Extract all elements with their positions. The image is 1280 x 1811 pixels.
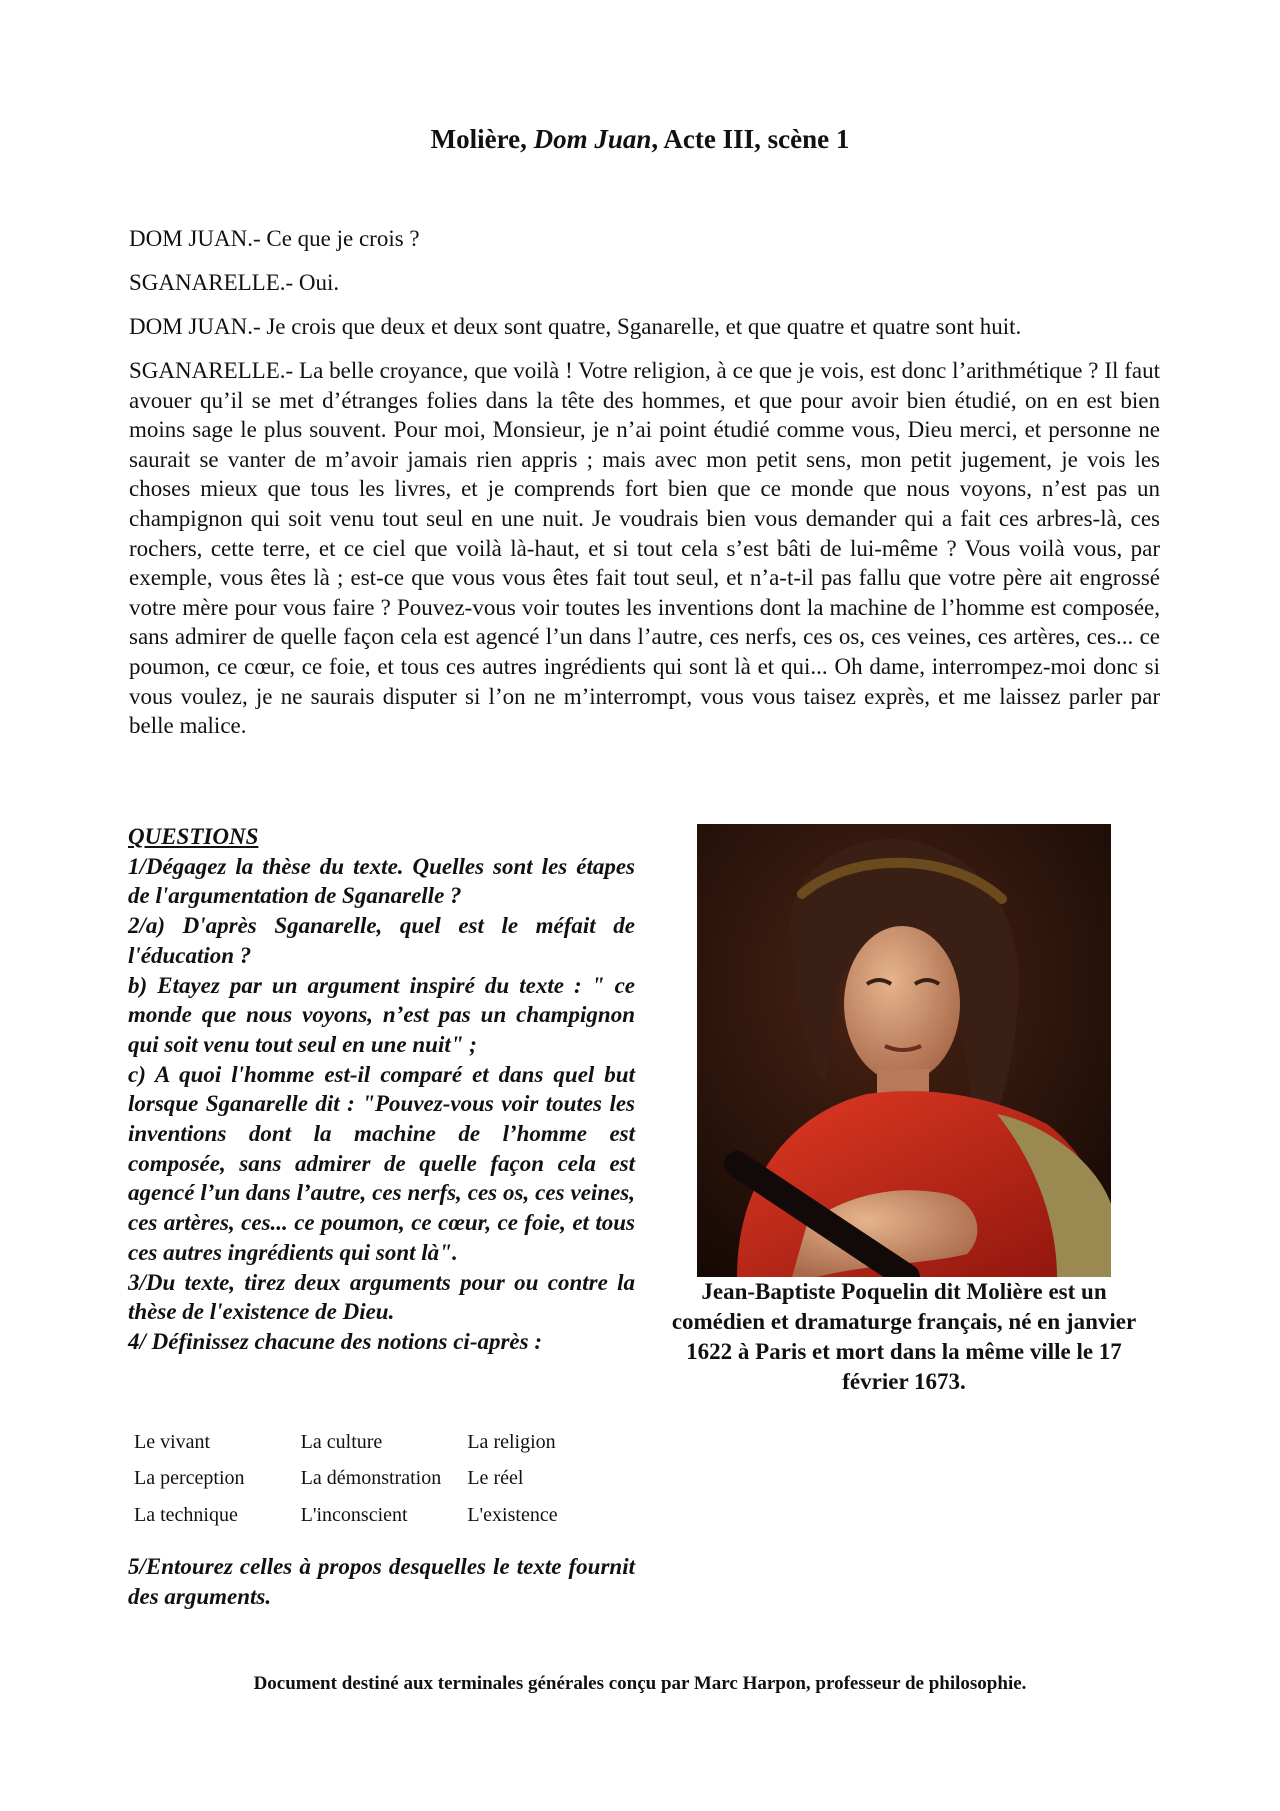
moliere-portrait	[697, 824, 1111, 1277]
question-item: 4/ Définissez chacune des notions ci-après :	[128, 1328, 542, 1354]
notion-cell: La culture	[300, 1430, 383, 1453]
notions-table	[134, 1424, 634, 1534]
question-item: 3/Du texte, tirez deux arguments pour ou contre la thèse de l'existence de Dieu.	[128, 1269, 635, 1325]
questions-section	[128, 822, 635, 1357]
notion-cell: L'existence	[467, 1503, 558, 1526]
portrait-image	[697, 824, 1111, 1277]
dialogue-line: SGANARELLE.- La belle croyance, que voilà ! Votre religion, à ce que je vois, est donc l’arithmétique ? Il faut avouer qu’il se met d’étranges folies dans la tête des hommes, et que pour avoir bien étudié, on en est bien moins sage le plus souvent. Pour moi, Monsieur, je n’ai point étudié comme vous, Dieu merci, et personne ne saurait se vanter de m’avoir jamais rien appris ; mais avec mon petit sens, mon petit jugement, je vois les choses mieux que tous les livres, et je comprends fort bien que ce monde que nous voyons, n’est pas un champignon qui soit venu tout seul en une nuit. Je voudrais bien vous demander qui a fait ces arbres-là, ces rochers, cette terre, et ce ciel que voilà là-haut, et si tout cela s’est bâti de lui-même ? Vous voilà vous, par exemple, vous êtes là ; est-ce que vous vous êtes fait tout seul, et n’a-t-il pas fallu que votre père ait engrossé votre mère pour vous faire ? Pouvez-vous voir toutes les inventions dont la machine de l’homme est composée, sans admirer de quelle façon cela est agencé l’un dans l’autre, ces nerfs, ces os, ces veines, ces artères, ces... ce poumon, ce cœur, ce foie, et tous ces autres ingrédients qui sont là et qui... Oh dame, interrompez-moi donc si vous voulez, je ne saurais disputer si l’on ne m’interrompt, vous vous taisez exprès, et me laissez parler par belle malice.	[129, 358, 1160, 739]
question-item: 2/a) D'après Sganarelle, quel est le méfait de l'éducation ?	[128, 913, 635, 968]
notion-cell: Le réel	[467, 1467, 524, 1490]
dialogue-text	[129, 224, 1160, 755]
notions-row	[134, 1461, 634, 1498]
notion-cell: L'inconscient	[300, 1503, 408, 1526]
question-item: 1/Dégagez la thèse du texte. Quelles sont les étapes de l'argumentation de Sganarelle ?	[128, 853, 635, 909]
notions-row	[134, 1424, 634, 1461]
title-author: Molière,	[430, 124, 534, 154]
notions-row	[134, 1497, 634, 1534]
dialogue-line: SGANARELLE.- Oui.	[129, 270, 340, 295]
question-item: c) A quoi l'homme est-il comparé et dans quel but lorsque Sganarelle dit : "Pouvez-vous voir toutes les inventions dont la machine de l’homme est composée, sans admirer de quelle façon cela est agencé l’un dans l’autre, ces nerfs, ces os, ces veines, ces artères, ces... ce poumon, ce cœur, ce foie, et tous ces autres ingrédients qui sont là".	[128, 1061, 635, 1265]
dialogue-line: DOM JUAN.- Je crois que deux et deux sont quatre, Sganarelle, et que quatre et quatre sont huit.	[129, 314, 1022, 339]
page-title	[0, 122, 1280, 156]
dialogue-line: DOM JUAN.- Ce que je crois ?	[129, 226, 420, 251]
notion-cell: La perception	[134, 1467, 245, 1490]
notion-cell: La religion	[467, 1430, 556, 1453]
question-item: b) Etayez par un argument inspiré du texte : " ce monde que nous voyons, n’est pas un champignon qui soit venu tout seul en une nuit" ;	[128, 972, 635, 1057]
notion-cell: La technique	[134, 1503, 238, 1526]
questions-heading: QUESTIONS	[128, 824, 259, 849]
title-location: , Acte III, scène 1	[651, 124, 850, 154]
page-footer: Document destiné aux terminales générales conçu par Marc Harpon, professeur de philosophie.	[253, 1673, 1027, 1694]
title-work: Dom Juan	[533, 124, 652, 154]
notion-cell: La démonstration	[300, 1467, 442, 1490]
portrait-face	[844, 926, 960, 1082]
notion-cell: Le vivant	[134, 1430, 211, 1453]
portrait-caption: Jean-Baptiste Poquelin dit Molière est un comédien et dramaturge français, né en janvier 1622 à Paris et mort dans la même ville le 17 février 1673.	[671, 1279, 1137, 1394]
question-final: 5/Entourez celles à propos desquelles le texte fournit des arguments.	[128, 1554, 635, 1609]
